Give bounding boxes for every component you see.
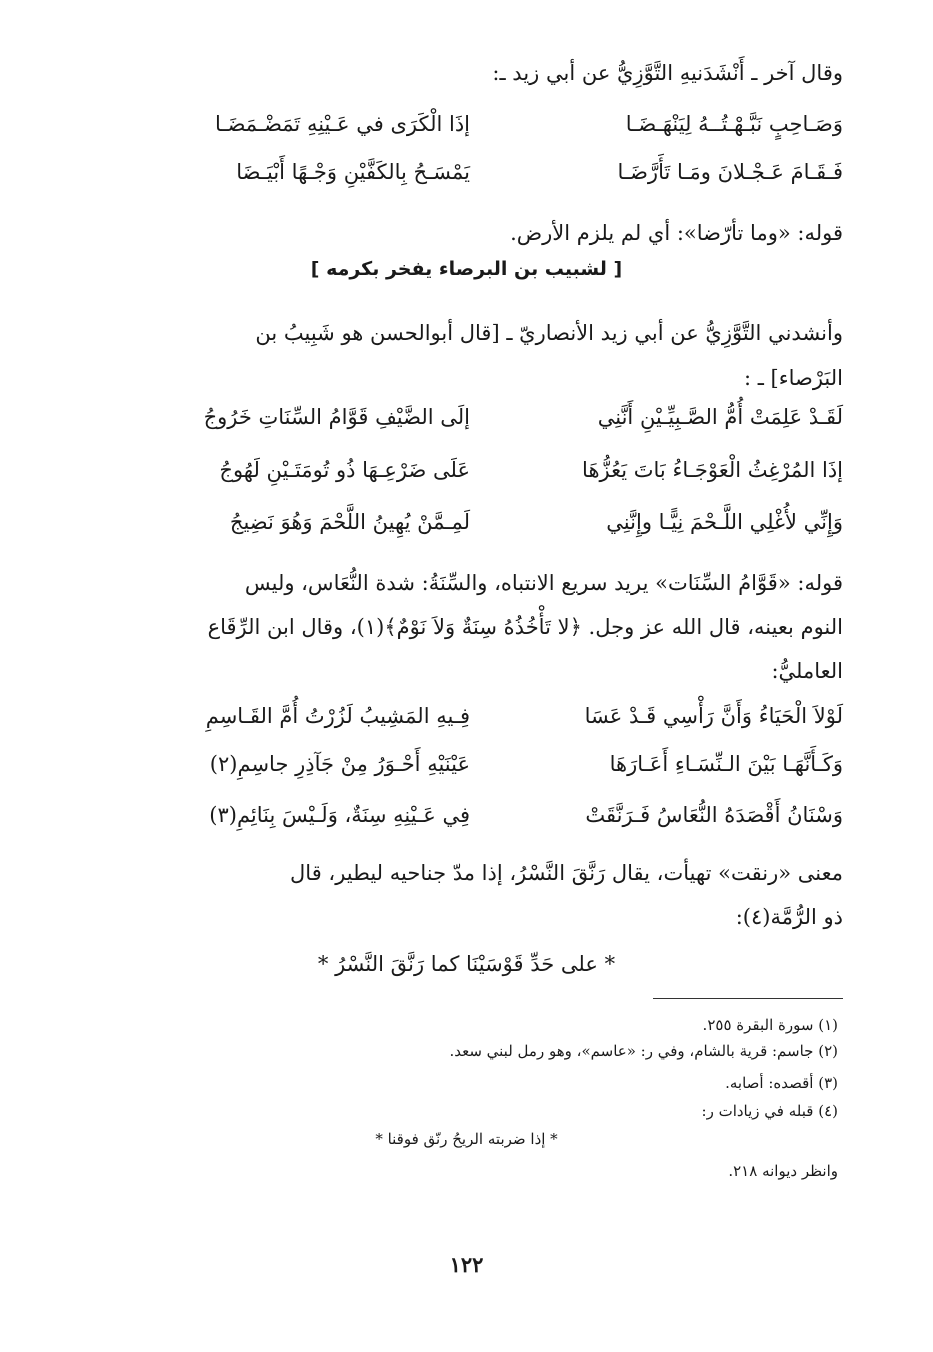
comment3-line-2: ذو الرُّمَّة(٤): [735, 905, 843, 929]
hemistich-first: إذَا المُرْغِثُ الْعَوْجَـاءُ بَاتَ يَعُزُّهَا [582, 458, 843, 482]
comment3-line-1: معنى «رنقت» تهيأت، يقال رَنَّقَ النَّسْرُ، إذا مدّ جناحيه ليطير، قال [290, 861, 843, 885]
hemistich-first: وَكَـأَنَّهَـا بَيْنَ الـنِّسَـاءِ أَعَـارَهَا [609, 752, 843, 776]
poem2-verse-3 [130, 510, 843, 542]
poem3-verse-1 [130, 704, 843, 736]
footnote-1: (١) سورة البقرة ٢٥٥. [702, 1016, 838, 1034]
hemistich-first: لَقَـدْ عَلِمَتْ أُمُّ الصَّـبِيِّـيْنِ أَنَّنِي [597, 405, 843, 429]
hemistich-second: إذَا الْكَرَى في عَـيْنِهِ تَمَضْـمَضَـا [215, 112, 470, 136]
footnote-reference: وانظر ديوانه ٢١٨. [728, 1162, 838, 1180]
footnote-4: (٤) قبله في زيادات ر: [701, 1102, 838, 1120]
section-heading: [ لشبيب بن البرصاء يفخر بكرمه ] [310, 258, 623, 280]
poem1-verse-1 [130, 112, 843, 144]
poem1-verse-2 [130, 160, 843, 192]
footnote-verse: * إذا ضربته الريحُ رنّق فوقنا * [375, 1130, 558, 1148]
footnote-divider [653, 998, 843, 999]
hemistich-second: عَيْنَيْهِ أَحْـوَرُ مِنْ جَآذِرِ جاسِمِ(٢) [209, 752, 470, 776]
hemistich-first: وَإِنِّي لأُغْلِي اللَّـحْمَ نِيًّـا وإِنَّنِي [606, 510, 843, 534]
footnote-3: (٣) أقصده: أصابه. [725, 1074, 838, 1092]
hemistich-first: وَصَـاحِبٍ نَبَّـهْـتُــهُ لِيَنْهَـضَـا [625, 112, 843, 136]
hemistich-second: فِي عَـيْنِهِ سِنَةٌ، وَلَـيْسَ بِنَائِمِ(٣) [209, 803, 470, 827]
intro2-line-1: وأنشدني التَّوَّزِيُّ عن أبي زيد الأنصاريّ ـ [قال أبوالحسن هو شَبِيبُ بن [255, 321, 843, 345]
poem2-verse-1 [130, 405, 843, 437]
comment2-line-3: العامليُّ: [771, 659, 843, 683]
page-number: ١٢٢ [449, 1252, 484, 1277]
hemistich-first: وَسْنَانُ أَقْصَدَهُ النُّعَاسُ فَـرَنَّقَتْ [585, 803, 843, 827]
poem3-verse-3 [130, 803, 843, 835]
hemistich-first: لَوْلاَ الْحَيَاءُ وَأَنَّ رَأْسِي قَـدْ عَسَا [584, 704, 843, 728]
poem3-verse-2 [130, 752, 843, 784]
hemistich-first: فَـقَـامَ عَـجْـلانَ ومَـا تَأَرَّضَـا [617, 160, 843, 184]
poem2-verse-2 [130, 458, 843, 490]
footnote-2: (٢) جاسم: قرية بالشام، وفي ر: «عاسم»، وهو رمل لبني سعد. [449, 1042, 838, 1060]
comment2-line-2: النوم بعينه، قال الله عز وجل. ﴿لا تَأْخُذُهُ سِنَةٌ وَلاَ نَوْمٌ﴾(١)، وقال ابن الرِّقَاع [207, 615, 843, 639]
hemistich-second: فِـيهِ المَشِيبُ لَزُرْتُ أُمَّ القَـاسِمِ [205, 704, 470, 728]
intro-line: وقال آخر ـ أَنْشَدَنيهِ التَّوَّزِيُّ عن أبي زيد ـ: [492, 61, 843, 85]
comment2-line-1: قوله: «قَوَّامُ السِّنَات» يريد سريع الانتباه، والسِّنَةُ: شدة النُّعَاس، وليس [244, 571, 843, 595]
comment-line: قوله: «وما تأرّضا»: أي لم يلزم الأرض. [510, 221, 843, 245]
hemistich-second: إلَى الضَّيْفِ قَوَّامُ السِّنَاتِ خَرُوجُ [203, 405, 470, 429]
hemistich-second: عَلَى ضَرْعِـهَا ذُو تُومَتَـيْنِ لَهُوجُ [219, 458, 470, 482]
single-verse: * على حَدِّ قَوْسَيْنَا كما رَنَّقَ النَّسْرُ * [317, 952, 616, 976]
hemistich-second: يَمْسَـحُ بِالكَفَّيْنِ وَجْـهًا أَبْيَـضَا [236, 160, 470, 184]
intro2-line-2: البَرْصاء] ـ : [743, 366, 843, 390]
hemistich-second: لَمِـمَّنْ يُهِينُ اللَّحْمَ وَهُوَ نَضِيجُ [229, 510, 470, 534]
